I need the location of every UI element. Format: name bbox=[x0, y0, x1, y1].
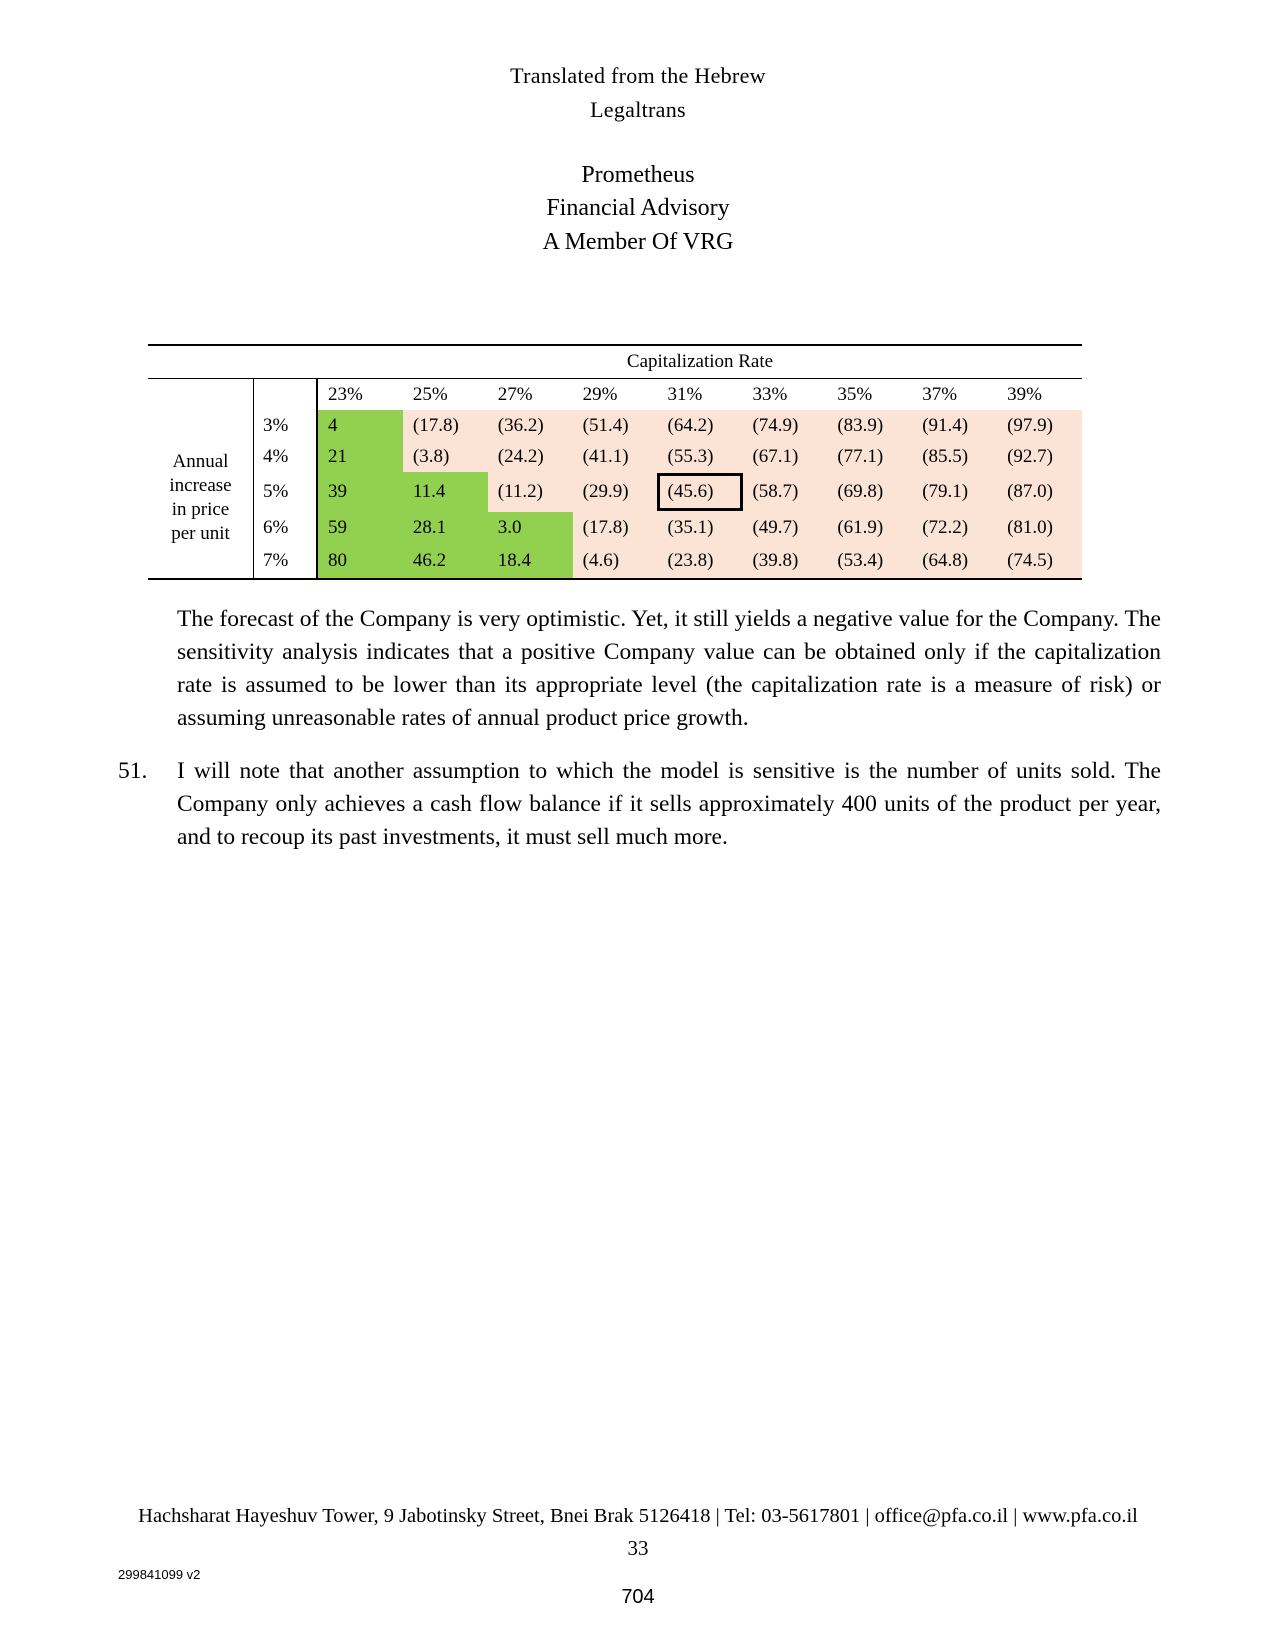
table-top-rule bbox=[148, 344, 1082, 346]
table-cell: (39.8) bbox=[752, 550, 799, 571]
table-cell: 46.2 bbox=[412, 550, 447, 571]
column-header: 33% bbox=[752, 384, 788, 405]
table-cell: (4.6) bbox=[582, 550, 620, 571]
company-name: Prometheus bbox=[581, 162, 695, 188]
table-cell: (64.8) bbox=[922, 550, 969, 571]
table-cell: (36.2) bbox=[497, 414, 544, 436]
row-axis-label-line: increase bbox=[169, 475, 232, 496]
row-axis-label-line: Annual bbox=[172, 451, 229, 472]
paragraph-number: 51. bbox=[118, 758, 148, 784]
table-cell: 28.1 bbox=[412, 517, 447, 538]
column-header: 27% bbox=[497, 384, 533, 405]
table-cell: (92.7) bbox=[1007, 445, 1054, 467]
company-affiliation: A Member Of VRG bbox=[542, 229, 734, 255]
table-cell: 59 bbox=[328, 517, 347, 538]
bates-number: 704 bbox=[621, 1586, 655, 1608]
column-header: 35% bbox=[837, 384, 873, 405]
table-cell: (69.8) bbox=[837, 481, 884, 502]
table-cell: (41.1) bbox=[582, 445, 629, 467]
table-cell: (79.1) bbox=[922, 481, 969, 502]
sensitivity-table bbox=[148, 344, 1082, 580]
table-cell: (51.4) bbox=[582, 414, 629, 436]
table-cell: (64.2) bbox=[667, 414, 714, 436]
table-cell: 11.4 bbox=[412, 481, 446, 502]
table-title-rule bbox=[148, 378, 1082, 379]
paragraph-units-sold: I will note that another assumption to which the model is sensitive is the number of units sold. The Company only achieves a cash flow balance if it sells approximately 400 units of the product per year, and to recoup its past investments, it must sell much more. bbox=[177, 758, 1161, 850]
table-cell: 4 bbox=[328, 414, 338, 436]
table-cell: (72.2) bbox=[922, 517, 969, 538]
table-cell: (83.9) bbox=[837, 414, 884, 436]
table-cell: 80 bbox=[328, 550, 347, 571]
company-subtitle: Financial Advisory bbox=[546, 195, 730, 221]
table-cell: 3.0 bbox=[497, 517, 522, 538]
row-axis-label-line: in price bbox=[171, 499, 230, 520]
column-header: 23% bbox=[328, 384, 363, 405]
column-header: 37% bbox=[922, 384, 958, 405]
row-axis-label-line: per unit bbox=[171, 523, 230, 544]
column-header: 25% bbox=[412, 384, 448, 405]
row-header: 5% bbox=[263, 481, 289, 502]
table-cell: (74.5) bbox=[1007, 550, 1054, 571]
footer-address: Hachsharat Hayeshuv Tower, 9 Jabotinsky Street, Bnei Brak 5126418 | Tel: 03-5617801 | office@pfa.co.il | www.pfa.co.il bbox=[138, 1505, 1138, 1527]
table-cell: 18.4 bbox=[497, 550, 532, 571]
column-header: 39% bbox=[1007, 384, 1042, 405]
table-cell: (24.2) bbox=[497, 445, 544, 467]
table-cell: (23.8) bbox=[667, 550, 714, 571]
table-cell: (74.9) bbox=[752, 414, 799, 436]
table-cell: (81.0) bbox=[1007, 517, 1054, 538]
table-title: Capitalization Rate bbox=[626, 351, 774, 372]
table-cell: (58.7) bbox=[752, 481, 799, 502]
document-id: 299841099 v2 bbox=[118, 1567, 201, 1582]
page-number: 33 bbox=[627, 1536, 649, 1560]
highlighted-cell-box bbox=[657, 473, 744, 511]
paragraph-forecast: The forecast of the Company is very optimistic. Yet, it still yields a negative value for the Company. The sensitivity analysis indicates that a positive Company value can be obtained only if the capitalization rate is assumed to be lower than its appropriate level (the capitalization rate is a measure of risk) or assuming unreasonable rates of annual product price growth. bbox=[177, 606, 1161, 731]
table-cell: (11.2) bbox=[497, 481, 543, 502]
table-cell: (49.7) bbox=[752, 517, 799, 538]
table-cell: 21 bbox=[328, 445, 347, 467]
translation-note: Translated from the Hebrew bbox=[510, 63, 766, 88]
table-cell: (17.8) bbox=[582, 517, 629, 538]
table-cell: (67.1) bbox=[752, 445, 799, 467]
table-cell: (17.8) bbox=[412, 414, 459, 436]
row-header: 4% bbox=[263, 445, 289, 467]
table-label-divider bbox=[253, 378, 254, 578]
column-header: 29% bbox=[582, 384, 618, 405]
translator-name: Legaltrans bbox=[590, 97, 686, 122]
table-cell: (53.4) bbox=[837, 550, 884, 571]
table-cell: (29.9) bbox=[582, 481, 629, 502]
table-cell: (35.1) bbox=[667, 517, 714, 538]
table-cell: (61.9) bbox=[837, 517, 884, 538]
row-header: 7% bbox=[263, 550, 289, 571]
table-cell: (87.0) bbox=[1007, 481, 1054, 502]
row-header: 3% bbox=[263, 414, 289, 436]
table-cell: (55.3) bbox=[667, 445, 714, 467]
table-percent-divider bbox=[316, 378, 318, 578]
column-header: 31% bbox=[667, 384, 703, 405]
table-cell: (91.4) bbox=[922, 414, 969, 436]
table-cell: (77.1) bbox=[837, 445, 884, 467]
table-cell: 39 bbox=[328, 481, 347, 502]
table-cell: (97.9) bbox=[1007, 414, 1054, 436]
row-header: 6% bbox=[263, 517, 289, 538]
table-cell: (45.6) bbox=[667, 481, 714, 502]
table-cell: (85.5) bbox=[922, 445, 969, 467]
table-bottom-rule bbox=[148, 578, 1082, 580]
row-axis-label bbox=[148, 450, 253, 546]
table-cell: (3.8) bbox=[412, 445, 450, 467]
